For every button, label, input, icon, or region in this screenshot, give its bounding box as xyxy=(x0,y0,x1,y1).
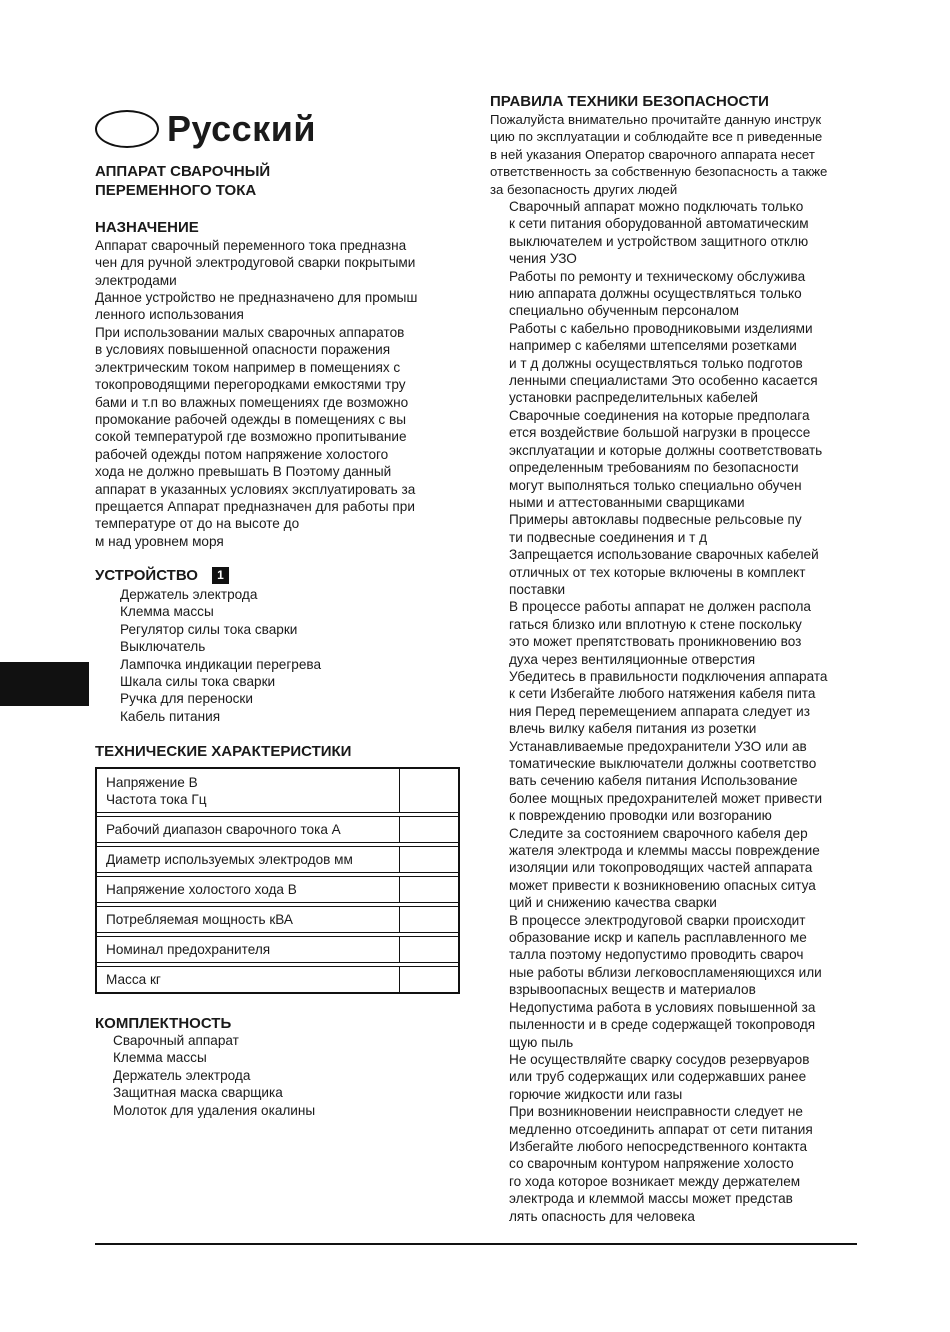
safety-rule: Недопустима работа в условиях повышенной за пыленности и в среде содержащей токопроводя щую пыль xyxy=(509,999,816,1050)
spec-value xyxy=(400,937,460,963)
spec-value xyxy=(400,847,460,873)
safety-rule: Следите за состоянием сварочного кабеля дер жателя электрода и клеммы массы повреждение изоляции или токопроводящих частей аппарата может привести к возникновению опасных ситуа ций и снижению качества сварки xyxy=(509,825,820,911)
kit-heading: КОМПЛЕКТНОСТЬ xyxy=(95,1015,232,1032)
table-row xyxy=(96,937,459,963)
spec-label: Напряжение холостого хода В xyxy=(96,877,400,903)
table-row xyxy=(96,967,459,994)
list-item: Защитная маска сварщика xyxy=(113,1085,283,1101)
section-tab-marker xyxy=(0,662,89,706)
table-row xyxy=(96,768,459,813)
table-row xyxy=(96,877,459,903)
list-item: Клемма массы xyxy=(113,1050,207,1066)
figure-badge: 1 xyxy=(212,567,229,584)
list-item: Кабель питания xyxy=(120,708,221,724)
table-row xyxy=(96,817,459,843)
list-item: Регулятор силы тока сварки xyxy=(120,621,298,637)
safety-rule: Запрещается использование сварочных кабелей отличных от тех которые включены в комплект поставки xyxy=(509,547,819,597)
spec-value xyxy=(400,877,460,903)
specs-table xyxy=(95,767,460,994)
product-title: АППАРАТ СВАРОЧНЫЙ ПЕРЕМЕННОГО ТОКА xyxy=(95,163,271,199)
safety-rule: Примеры автоклавы подвесные рельсовые пу ти подвесные соединения и т д xyxy=(509,512,802,545)
safety-heading: ПРАВИЛА ТЕХНИКИ БЕЗОПАСНОСТИ xyxy=(490,93,769,110)
safety-rule: Работы с кабельно проводниковыми изделиями например с кабелями штепселями розетками и т д должны осуществляться только подготов ленными специалистами Это особенно касается установки распределительных кабелей xyxy=(509,320,818,406)
purpose-heading: НАЗНАЧЕНИЕ xyxy=(95,219,199,236)
purpose-paragraph-2: Данное устройство не предназначено для промыш ленного использования xyxy=(95,290,418,323)
list-item: Сварочный аппарат xyxy=(113,1033,239,1048)
table-row xyxy=(96,907,459,933)
spec-label: Масса кг xyxy=(96,967,400,994)
purpose-paragraph-1: Аппарат сварочный переменного тока предназна чен для ручной электродуговой сварки покрытыми электродами xyxy=(95,238,416,288)
list-item: Держатель электрода xyxy=(113,1067,251,1083)
safety-rule: Не осуществляйте сварку сосудов резервуаров или труб содержащих или содержавших ранее горючие жидкости или газы xyxy=(509,1051,810,1102)
safety-rules xyxy=(509,198,856,1225)
specs-heading: ТЕХНИЧЕСКИЕ ХАРАКТЕРИСТИКИ xyxy=(95,743,352,760)
safety-intro: Пожалуйста внимательно прочитайте данную инструк цию по эксплуатации и соблюдайте все п риведенные в ней указания Оператор сварочного аппарата несет ответственность за собственную безопасность а также за безопасность других людей xyxy=(490,112,828,197)
spec-value xyxy=(400,907,460,933)
device-heading: УСТРОЙСТВО 1 xyxy=(95,566,229,585)
kit-list xyxy=(113,1032,315,1119)
spec-label: Рабочий диапазон сварочного тока А xyxy=(96,817,400,843)
safety-rule: В процессе работы аппарат не должен распола гаться близко или вплотную к стене поскольку это может препятствовать проникновению воз духа через вентиляционные отверстия xyxy=(509,599,811,667)
list-item: Ручка для переноски xyxy=(120,691,253,707)
safety-rule: Сварочные соединения на которые предполага ется воздействие большой нагрузки в процессе эксплуатации и которые должны соответствовать определенным требованиям по безопасности могут выполняться только специально обучен ными и аттестованными сварщиками xyxy=(509,407,823,510)
safety-rule: Избегайте любого непосредственного контакта со сварочным контуром напряжение холосто го хода которое возникает между держателем электрода и клеммой массы может представ лять опасность для человека xyxy=(509,1138,808,1224)
spec-label: Потребляемая мощность кВА xyxy=(96,907,400,933)
safety-rule: Работы по ремонту и техническому обслужива нию аппарата должны осуществляться только специально обученным персоналом xyxy=(509,268,806,319)
safety-rule: Устанавливаемые предохранители УЗО или ав томатические выключатели должны соответство вать сечению кабеля питания Использование более мощных предохранителей может привести к повреждению проводки или возгоранию xyxy=(509,738,823,824)
spec-value xyxy=(400,817,460,843)
spec-value xyxy=(400,967,460,994)
table-row xyxy=(96,847,459,873)
list-item: Клемма массы xyxy=(120,604,214,620)
footer-rule xyxy=(95,1243,857,1245)
spec-label: Диаметр используемых электродов мм xyxy=(96,847,400,873)
safety-rule: Сварочный аппарат можно подключать только к сети питания оборудованной автоматическим выключателем и устройством защитного отклю чения УЗО xyxy=(509,199,809,267)
list-item: Шкала силы тока сварки xyxy=(120,674,276,690)
spec-label: Напряжение В Частота тока Гц xyxy=(96,768,400,813)
safety-rule: При возникновении неисправности следует не медленно отсоединить аппарат от сети питания xyxy=(509,1104,813,1137)
safety-rule: В процессе электродуговой сварки происходит образование искр и капель расплавленного ме талла поэтому недопустимо проводить свароч ные работы вблизи легковоспламеняющихся или взрывоопасных веществ и материалов xyxy=(509,912,822,998)
list-item: Молоток для удаления окалины xyxy=(113,1102,316,1118)
list-item: Держатель электрода xyxy=(120,587,258,602)
language-header xyxy=(95,106,316,152)
list-item: Лампочка индикации перегрева xyxy=(120,656,322,672)
language-oval-icon xyxy=(95,110,159,148)
language-title: Русский xyxy=(167,108,316,149)
device-parts-list xyxy=(120,586,321,725)
list-item: Выключатель xyxy=(120,639,206,655)
purpose-paragraph-3: При использовании малых сварочных аппаратов в условиях повышенной опасности поражения электрическим током например в помещениях с токопроводящими перегородками емкостями тру бами и т.п во влажных помещениях где возможно промокание рабочей одежды в помещениях с вы сокой температурой где возможно пропитывание рабочей одежды потом напряжение холостого хода не должно превышать В Поэтому данный аппарат в указанных условиях эксплуатировать за прещается Аппарат предназначен для работы при температуре от до на высоте до м над уровнем моря xyxy=(95,325,416,549)
spec-label: Номинал предохранителя xyxy=(96,937,400,963)
safety-rule: Убедитесь в правильности подключения аппарата к сети Избегайте любого натяжения кабеля пита ния Перед перемещением аппарата следует из влечь вилку кабеля питания из розетки xyxy=(509,668,828,737)
spec-value xyxy=(400,768,460,813)
